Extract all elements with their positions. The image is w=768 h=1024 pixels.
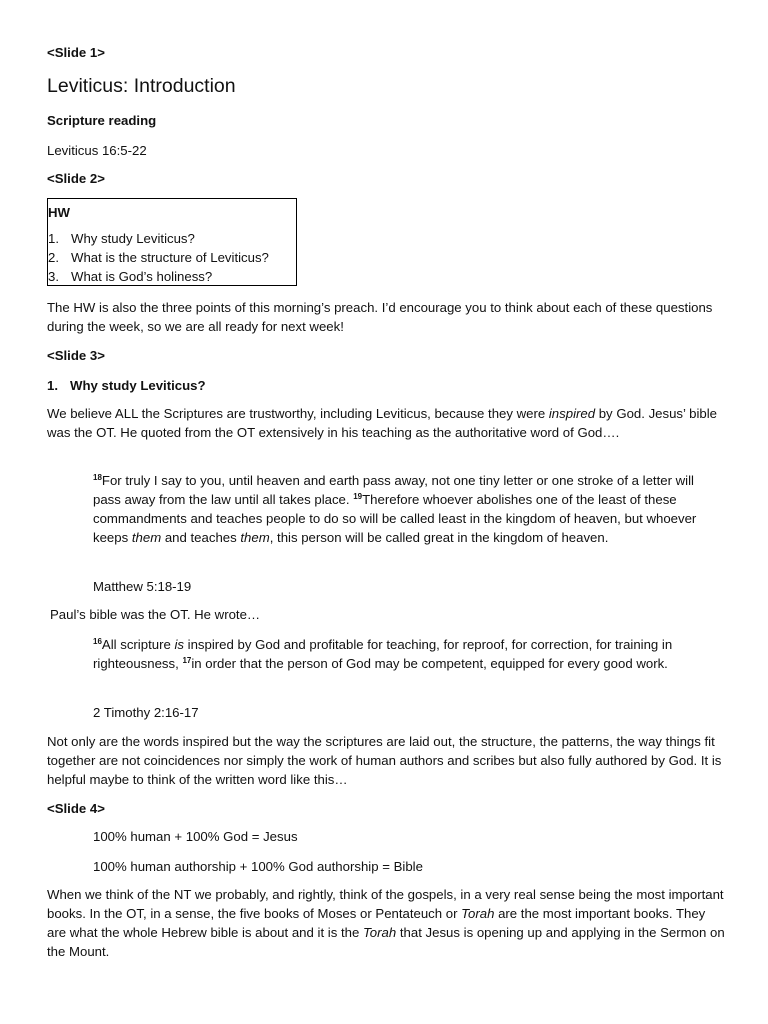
emphasis: them [240, 530, 270, 545]
text-run: are the most important books. They are what the whole Hebrew bible is about and it is the [47, 906, 706, 940]
list-number: 3. [48, 269, 59, 284]
verse-number: 17 [182, 656, 192, 665]
text-run: in order that the person of God may be competent, equipped for every good work. [191, 656, 668, 671]
homework-box [47, 198, 297, 286]
homework-title: HW [48, 205, 70, 220]
text-run: For truly I say to you, until heaven and earth pass away, not one tiny letter or one stroke of a letter will pass away from the law until all takes place. [93, 473, 694, 507]
list-text: Why study Leviticus? [71, 231, 195, 246]
verse-number: 19 [353, 492, 363, 501]
homework-item [48, 248, 269, 267]
text-run: and teaches [161, 530, 241, 545]
list-text: What is the structure of Leviticus? [71, 250, 269, 265]
nt-paragraph [47, 885, 727, 961]
section-number: 1. [47, 378, 58, 393]
verse-number: 18 [93, 473, 102, 482]
text-run: We believe ALL the Scriptures are trustworthy, including Leviticus, because they were [47, 406, 549, 421]
emphasis: Torah [461, 906, 495, 921]
homework-item [48, 229, 269, 248]
emphasis: is [174, 637, 184, 652]
paul-line: Paul’s bible was the OT. He wrote… [50, 607, 261, 622]
slide-2-label: <Slide 2> [47, 171, 105, 186]
list-number: 1. [48, 231, 59, 246]
list-text: What is God’s holiness? [71, 269, 213, 284]
text-run: All scripture [101, 637, 175, 652]
emphasis: inspired [548, 406, 596, 421]
matthew-reference: Matthew 5:18-19 [93, 579, 192, 594]
slide-3-label: <Slide 3> [47, 348, 105, 363]
section-heading-1 [47, 376, 206, 395]
homework-list [48, 229, 269, 286]
matthew-quote [93, 471, 723, 547]
text-run: , this person will be called great in the kingdom of heaven. [269, 530, 609, 545]
scripture-reference: Leviticus 16:5-22 [47, 143, 147, 158]
timothy-reference: 2 Timothy 2:16-17 [93, 705, 199, 720]
text-run: by God. Jesus’ bible was the OT. He quoted from the OT extensively in his teaching as the authoritative word of God…. [47, 406, 717, 440]
text-run: Therefore whoever abolishes one of the least of these commandments and teaches people to do so will be called least in the kingdom of heaven, but whoever keeps [93, 492, 697, 545]
text-run: inspired by God and profitable for teaching, for reproof, for correction, for training in righteousness, [93, 637, 673, 671]
text-run: that Jesus is opening up and applying in the Sermon on the Mount. [47, 925, 725, 959]
scripture-heading: Scripture reading [47, 113, 157, 128]
structure-paragraph: Not only are the words inspired but the way the scriptures are laid out, the structure, the patterns, the way things fit together are not coincidences nor simply the work of human authors and scribes but also fully authored by God. It is helpful maybe to think of the written word like this… [47, 734, 722, 787]
homework-item [48, 267, 269, 286]
slide-4-label: <Slide 4> [47, 801, 105, 816]
timothy-quote [93, 635, 723, 673]
slide-1-label: <Slide 1> [47, 45, 105, 60]
emphasis: them [131, 530, 162, 545]
verse-number: 16 [93, 637, 102, 646]
emphasis: Torah [362, 925, 397, 940]
hw-paragraph: The HW is also the three points of this morning’s preach. I’d encourage you to think about each of these questions during the week, so we are all ready for next week! [47, 300, 713, 334]
equation-bible: 100% human authorship + 100% God authorship = Bible [93, 859, 423, 874]
section-title: Why study Leviticus? [70, 378, 206, 393]
scriptures-paragraph [47, 404, 727, 442]
list-number: 2. [48, 250, 59, 265]
page-title: Leviticus: Introduction [47, 75, 236, 97]
text-run: When we think of the NT we probably, and rightly, think of the gospels, in a very real sense being the most important books. In the OT, in a sense, the five books of Moses or Pentateuch or [47, 887, 724, 921]
equation-jesus: 100% human + 100% God = Jesus [93, 829, 298, 844]
